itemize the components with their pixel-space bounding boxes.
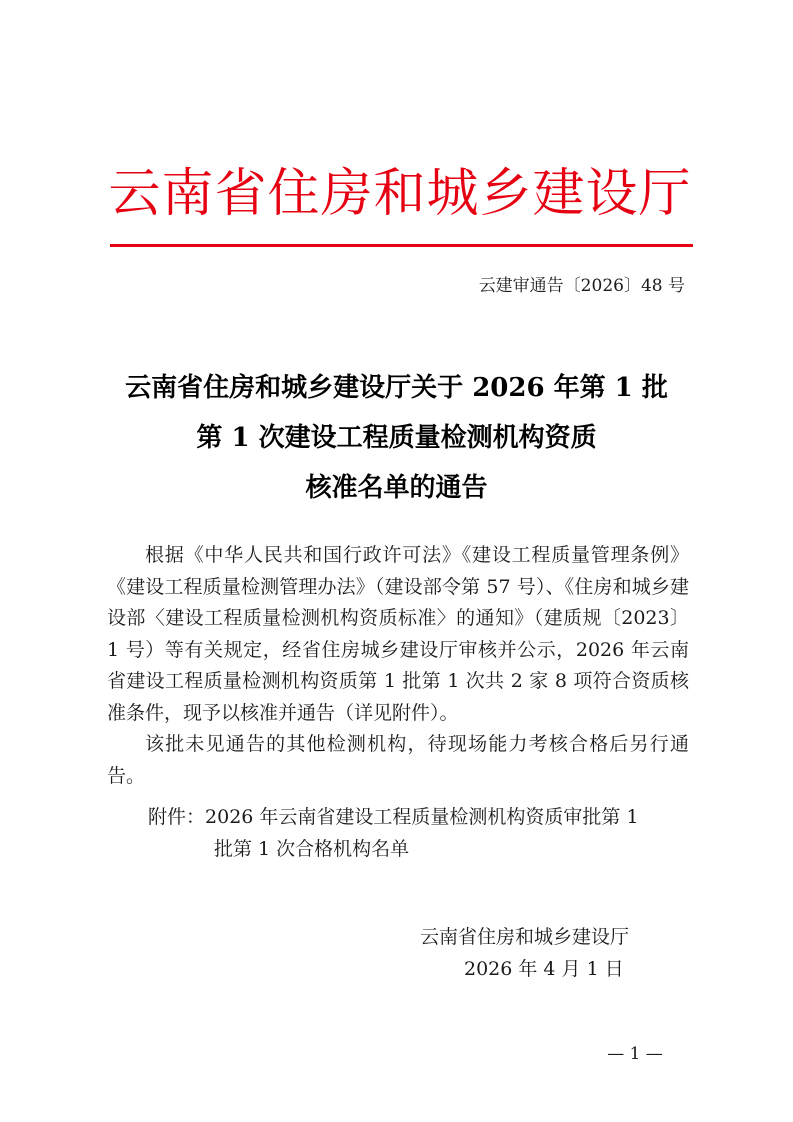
issue-date: 2026 年 4 月 1 日 (464, 958, 624, 980)
page-number: — 1 — (607, 1044, 663, 1064)
signature-block (420, 921, 680, 985)
attachment-title-line-2: 批第 1 次合格机构名单 (214, 838, 410, 860)
attachment-title-line-1: 2026 年云南省建设工程质量检测机构资质审批第 1 (205, 806, 639, 828)
agency-header-title: 云南省住房和城乡建设厅 (108, 164, 692, 224)
body-paragraph-1: 根据《中华人民共和国行政许可法》《建设工程质量管理条例》《建设工程质量检测管理办法》（建设部令第 57 号）、《住房和城乡建设部〈建设工程质量检测机构资质标准〉的通知》（建质规〔2023〕1 号）等有关规定，经省住房城乡建设厅审核并公示，2026 年云南省建设工程质量检测机构资质第 1 批第 1 次共 2 家 8 项符合资质核准条件，现予以核准并通告（详见附件）。 (107, 544, 689, 724)
notice-title-line-3: 核准名单的通告 (305, 473, 488, 503)
notice-title-line-1: 云南省住房和城乡建设厅关于 2026 年第 1 批 (125, 373, 668, 403)
issuing-authority: 云南省住房和城乡建设厅 (420, 926, 630, 948)
document-number: 云建审通告〔2026〕48 号 (478, 276, 685, 296)
attachment-label: 附件： (148, 806, 206, 828)
body-paragraph-2: 该批未见通告的其他检测机构，待现场能力考核合格后另行通告。 (107, 733, 689, 787)
attachment-note (148, 801, 693, 865)
notice-title (90, 363, 703, 513)
red-divider-rule (110, 244, 693, 247)
notice-body (107, 540, 689, 792)
notice-title-line-2: 第 1 次建设工程质量检测机构资质 (196, 423, 597, 453)
